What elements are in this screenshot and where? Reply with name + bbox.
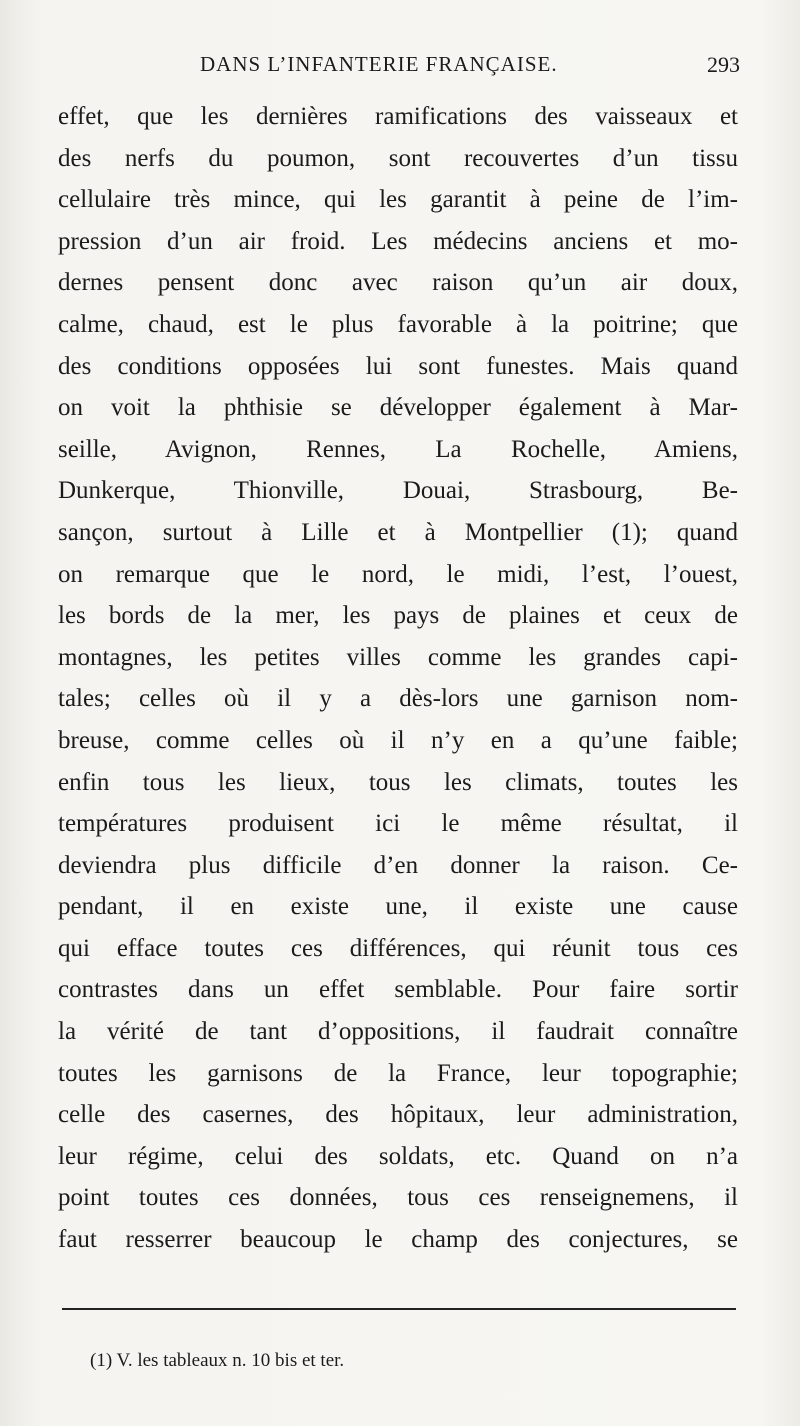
page-header [60,52,740,86]
running-title: DANS L’INFANTERIE FRANÇAISE. [200,52,558,76]
text-line: leur régime, celui des soldats, etc. Quand on n’a [58,1142,738,1170]
footnote-rule [62,1308,736,1310]
text-line: calme, chaud, est le plus favorable à la poitrine; que [58,310,738,338]
text-line: les bords de la mer, les pays de plaines et ceux de [58,602,738,630]
text-line: cellulaire très mince, qui les garantit à peine de l’im- [58,186,738,214]
text-line: contrastes dans un effet semblable. Pour faire sortir [58,976,738,1004]
text-line: dernes pensent donc avec raison qu’un air doux, [58,269,738,297]
text-line: Dunkerque, Thionville, Douai, Strasbourg, Be- [58,477,738,505]
text-line: montagnes, les petites villes comme les grandes capi- [58,643,738,671]
text-line: la vérité de tant d’oppositions, il faudrait connaître [58,1018,738,1046]
text-line: on remarque que le nord, le midi, l’est, l’ouest, [58,560,738,588]
text-line: températures produisent ici le même résultat, il [58,810,738,838]
text-line: point toutes ces données, tous ces renseignemens, il [58,1184,738,1212]
text-line: effet, que les dernières ramifications des vaisseaux et [58,103,738,130]
page-number: 293 [707,52,740,77]
text-line: pression d’un air froid. Les médecins anciens et mo- [58,227,738,255]
text-line: deviendra plus difficile d’en donner la raison. Ce- [58,851,738,879]
text-line: des conditions opposées lui sont funestes. Mais quand [58,352,738,380]
text-line: breuse, comme celles où il n’y en a qu’une faible; [58,726,738,754]
body-text [58,96,738,1261]
text-line: qui efface toutes ces différences, qui réunit tous ces [58,934,738,962]
text-line: enfin tous les lieux, tous les climats, toutes les [58,768,738,796]
text-line: sançon, surtout à Lille et à Montpellier (1); quand [58,518,738,546]
text-line: toutes les garnisons de la France, leur topographie; [58,1059,738,1087]
footnote: (1) V. les tableaux n. 10 bis et ter. [90,1350,345,1371]
text-line: tales; celles où il y a dès-lors une garnison nom- [58,685,738,713]
text-line: pendant, il en existe une, il existe une cause [58,893,738,921]
text-line: on voit la phthisie se développer également à Mar- [58,394,738,422]
text-line: des nerfs du poumon, sont recouvertes d’un tissu [58,144,738,172]
text-line: celle des casernes, des hôpitaux, leur administration, [58,1101,738,1129]
text-line: faut resserrer beaucoup le champ des conjectures, se [58,1226,738,1254]
text-line: seille, Avignon, Rennes, La Rochelle, Amiens, [58,435,738,463]
